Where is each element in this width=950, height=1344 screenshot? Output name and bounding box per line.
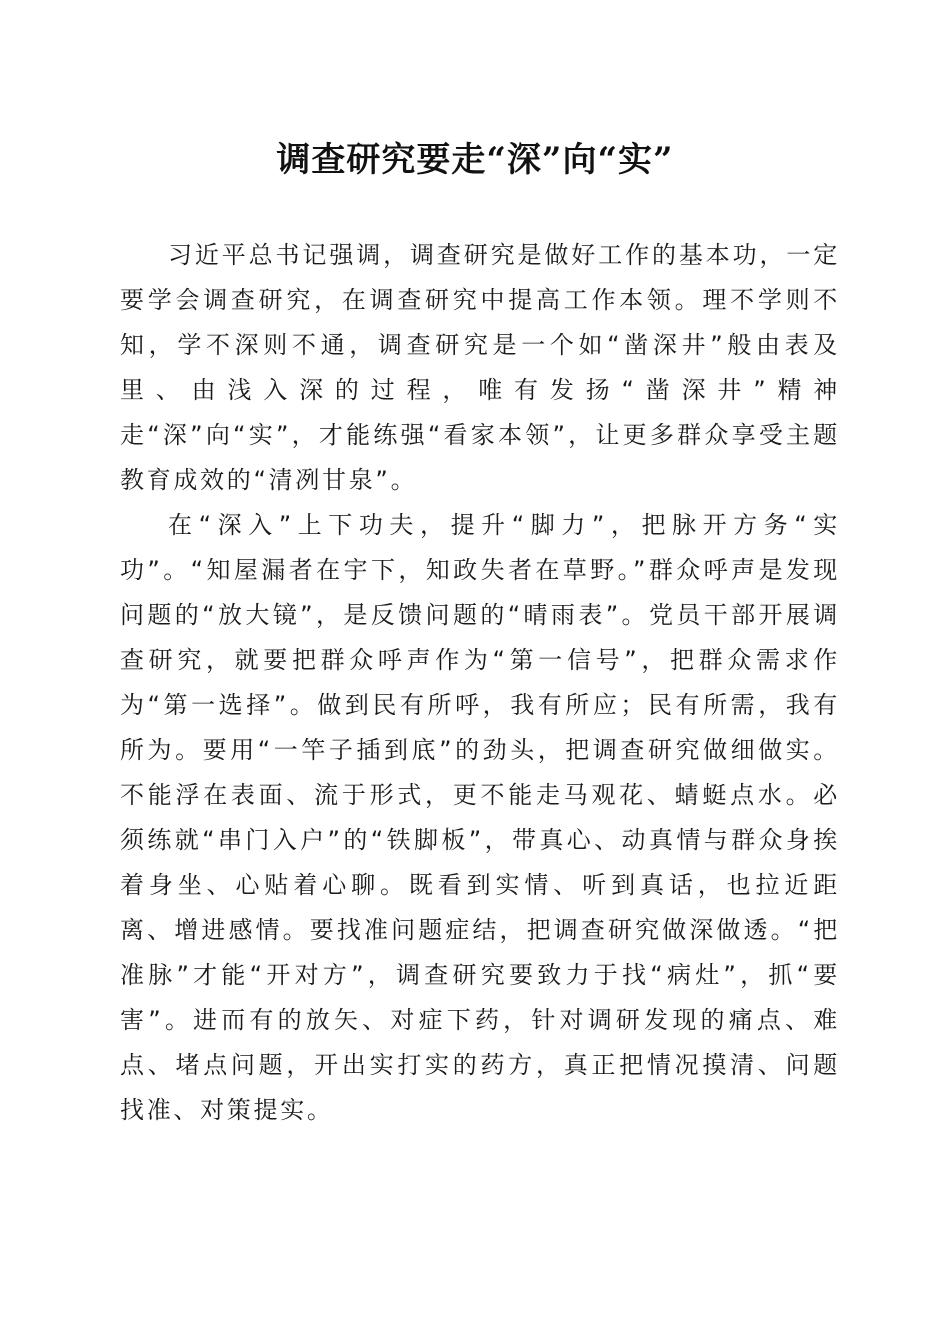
- document-body: [120, 233, 840, 1133]
- paragraph-1: 习近平总书记强调，调查研究是做好工作的基本功，一定要学会调查研究，在调查研究中提高工作本领。理不学则不知，学不深则不通，调查研究是一个如“凿深井”般由表及里、由浅入深的过程，唯有发扬“凿深井”精神走“深”向“实”，才能练强“看家本领”，让更多群众享受主题教育成效的“清冽甘泉”。: [120, 241, 840, 494]
- paragraph-2: 在“深入”上下功夫，提升“脚力”，把脉开方务“实功”。“知屋漏者在宇下，知政失者在草野。”群众呼声是发现问题的“放大镜”，是反馈问题的“晴雨表”。党员干部开展调查研究，就要把群众呼声作为“第一信号”，把群众需求作为“第一选择”。做到民有所呼，我有所应；民有所需，我有所为。要用“一竿子插到底”的劲头，把调查研究做细做实。不能浮在表面、流于形式，更不能走马观花、蜻蜓点水。必须练就“串门入户”的“铁脚板”，带真心、动真情与群众身挨着身坐、心贴着心聊。既看到实情、听到真话，也拉近距离、增进感情。要找准问题症结，把调查研究做深做透。“把准脉”才能“开对方”，调查研究要致力于找“病灶”，抓“要害”。进而有的放矢、对症下药，针对调研发现的痛点、难点、堵点问题，开出实打实的药方，真正把情况摸清、问题找准、对策提实。: [120, 511, 840, 1124]
- document-title: 调查研究要走“深”向“实”: [276, 140, 674, 180]
